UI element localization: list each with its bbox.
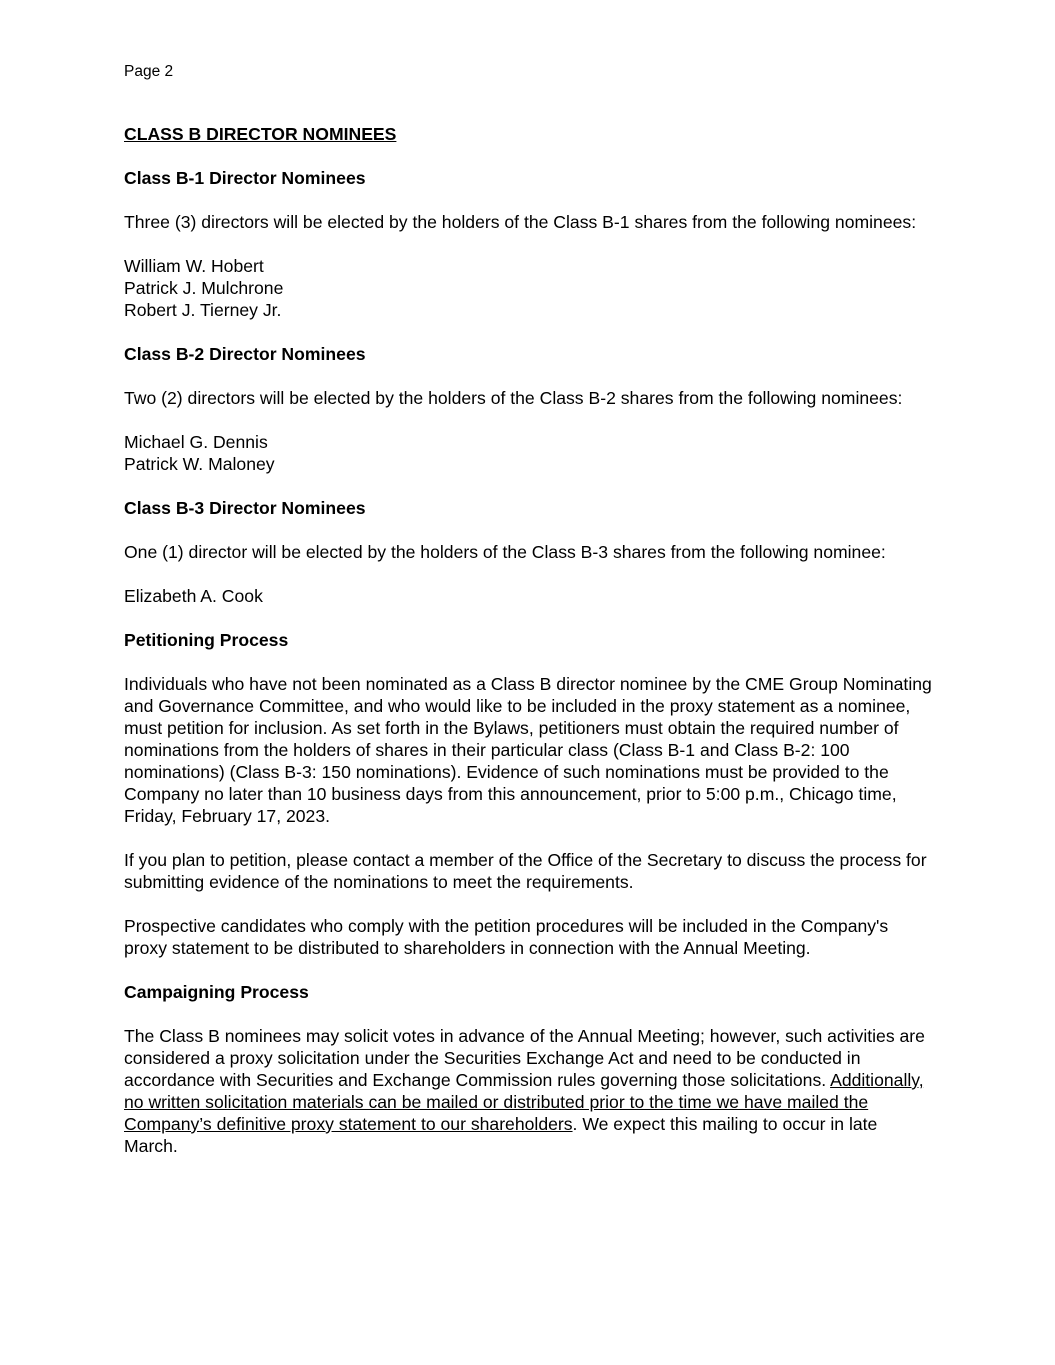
heading-class-b2: Class B-2 Director Nominees (124, 344, 366, 364)
campaigning-text-before: The Class B nominees may solicit votes in advance of the Annual Meeting; however, such activities are considered a proxy solicitation under the Securities Exchange Act and need to be conducted in accordance with Securities and Exchange Commission rules governing those solicitations. (124, 1026, 925, 1090)
nominee-name: Patrick J. Mulchrone (124, 278, 284, 298)
campaigning-underlined-notice: Additionally, no written solicitation materials can be mailed or distributed prior to the time we have mailed the Company’s definitive proxy statement to our shareholders (124, 1070, 924, 1134)
heading-petitioning-process: Petitioning Process (124, 630, 289, 650)
document-page (124, 61, 934, 1179)
nominee-name: Robert J. Tierney Jr. (124, 300, 282, 320)
campaigning-paragraph (124, 1025, 934, 1157)
class-b2-intro: Two (2) directors will be elected by the holders of the Class B-2 shares from the following nominees: (124, 388, 903, 408)
class-b3-intro: One (1) director will be elected by the holders of the Class B-3 shares from the following nominee: (124, 542, 886, 562)
class-b1-nominee-list (124, 255, 934, 321)
nominee-name: Michael G. Dennis (124, 432, 268, 452)
page-number: Page 2 (124, 63, 174, 80)
nominee-name: William W. Hobert (124, 256, 264, 276)
nominee-name: Patrick W. Maloney (124, 454, 275, 474)
petitioning-paragraph-3: Prospective candidates who comply with the petition procedures will be included in the Company's proxy statement to be distributed to shareholders in connection with the Annual Meeting. (124, 916, 889, 958)
heading-class-b3: Class B-3 Director Nominees (124, 498, 366, 518)
heading-class-b1: Class B-1 Director Nominees (124, 168, 366, 188)
class-b1-intro: Three (3) directors will be elected by the holders of the Class B-1 shares from the following nominees: (124, 212, 917, 232)
petitioning-paragraph-2: If you plan to petition, please contact a member of the Office of the Secretary to discuss the process for submitting evidence of the nominations to meet the requirements. (124, 850, 927, 892)
nominee-name: Elizabeth A. Cook (124, 586, 263, 606)
campaigning-text-after: . We expect this mailing to occur in late March. (124, 1114, 878, 1156)
petitioning-paragraph-1: Individuals who have not been nominated as a Class B director nominee by the CME Group Nominating and Governance Committee, and who would like to be included in the proxy statement as a nominee, must petition for inclusion. As set forth in the Bylaws, petitioners must obtain the required number of nominations from the holders of shares in their particular class (Class B-1 and Class B-2: 100 nominations) (Class B-3: 150 nominations). Evidence of such nominations must be provided to the Company no later than 10 business days from this announcement, prior to 5:00 p.m., Chicago time, Friday, February 17, 2023. (124, 674, 932, 826)
class-b3-nominee-list (124, 585, 934, 607)
class-b2-nominee-list (124, 431, 934, 475)
heading-campaigning-process: Campaigning Process (124, 982, 309, 1002)
section-heading-class-b: CLASS B DIRECTOR NOMINEES (124, 124, 397, 144)
